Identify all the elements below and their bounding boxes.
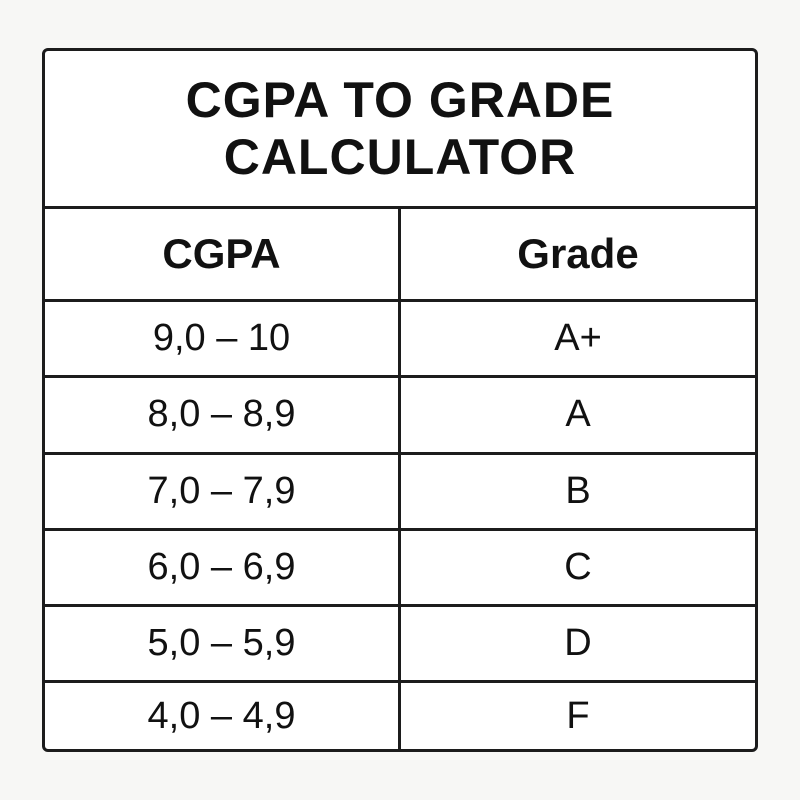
- title-line-1: CGPA TO GRADE: [185, 71, 615, 128]
- grade-cell: D: [564, 622, 592, 665]
- grade-cell: B: [565, 469, 591, 512]
- grade-cell: C: [564, 546, 592, 589]
- table-row: [45, 455, 755, 531]
- grade-cell: F: [566, 694, 590, 737]
- cgpa-range-cell: 6,0 – 6,9: [45, 531, 401, 604]
- header-grade: Grade: [517, 230, 639, 277]
- table-row: [45, 607, 755, 683]
- table-header-row: [45, 209, 755, 302]
- cgpa-range-cell: 8,0 – 8,9: [45, 378, 401, 451]
- cgpa-range-cell: 4,0 – 4,9: [45, 683, 401, 749]
- table-row: [45, 302, 755, 378]
- cgpa-range-cell: 7,0 – 7,9: [45, 455, 401, 528]
- table-row: [45, 378, 755, 454]
- cgpa-range-cell: 5,0 – 5,9: [45, 607, 401, 680]
- header-cgpa: CGPA: [45, 209, 401, 299]
- table-title: [45, 51, 755, 209]
- title-line-2: CALCULATOR: [223, 128, 577, 185]
- table-row: [45, 531, 755, 607]
- cgpa-grade-table: [42, 48, 758, 752]
- cgpa-range-cell: 9,0 – 10: [45, 302, 401, 375]
- table-row: [45, 683, 755, 749]
- grade-cell: A+: [554, 317, 602, 360]
- grade-cell: A: [565, 393, 591, 436]
